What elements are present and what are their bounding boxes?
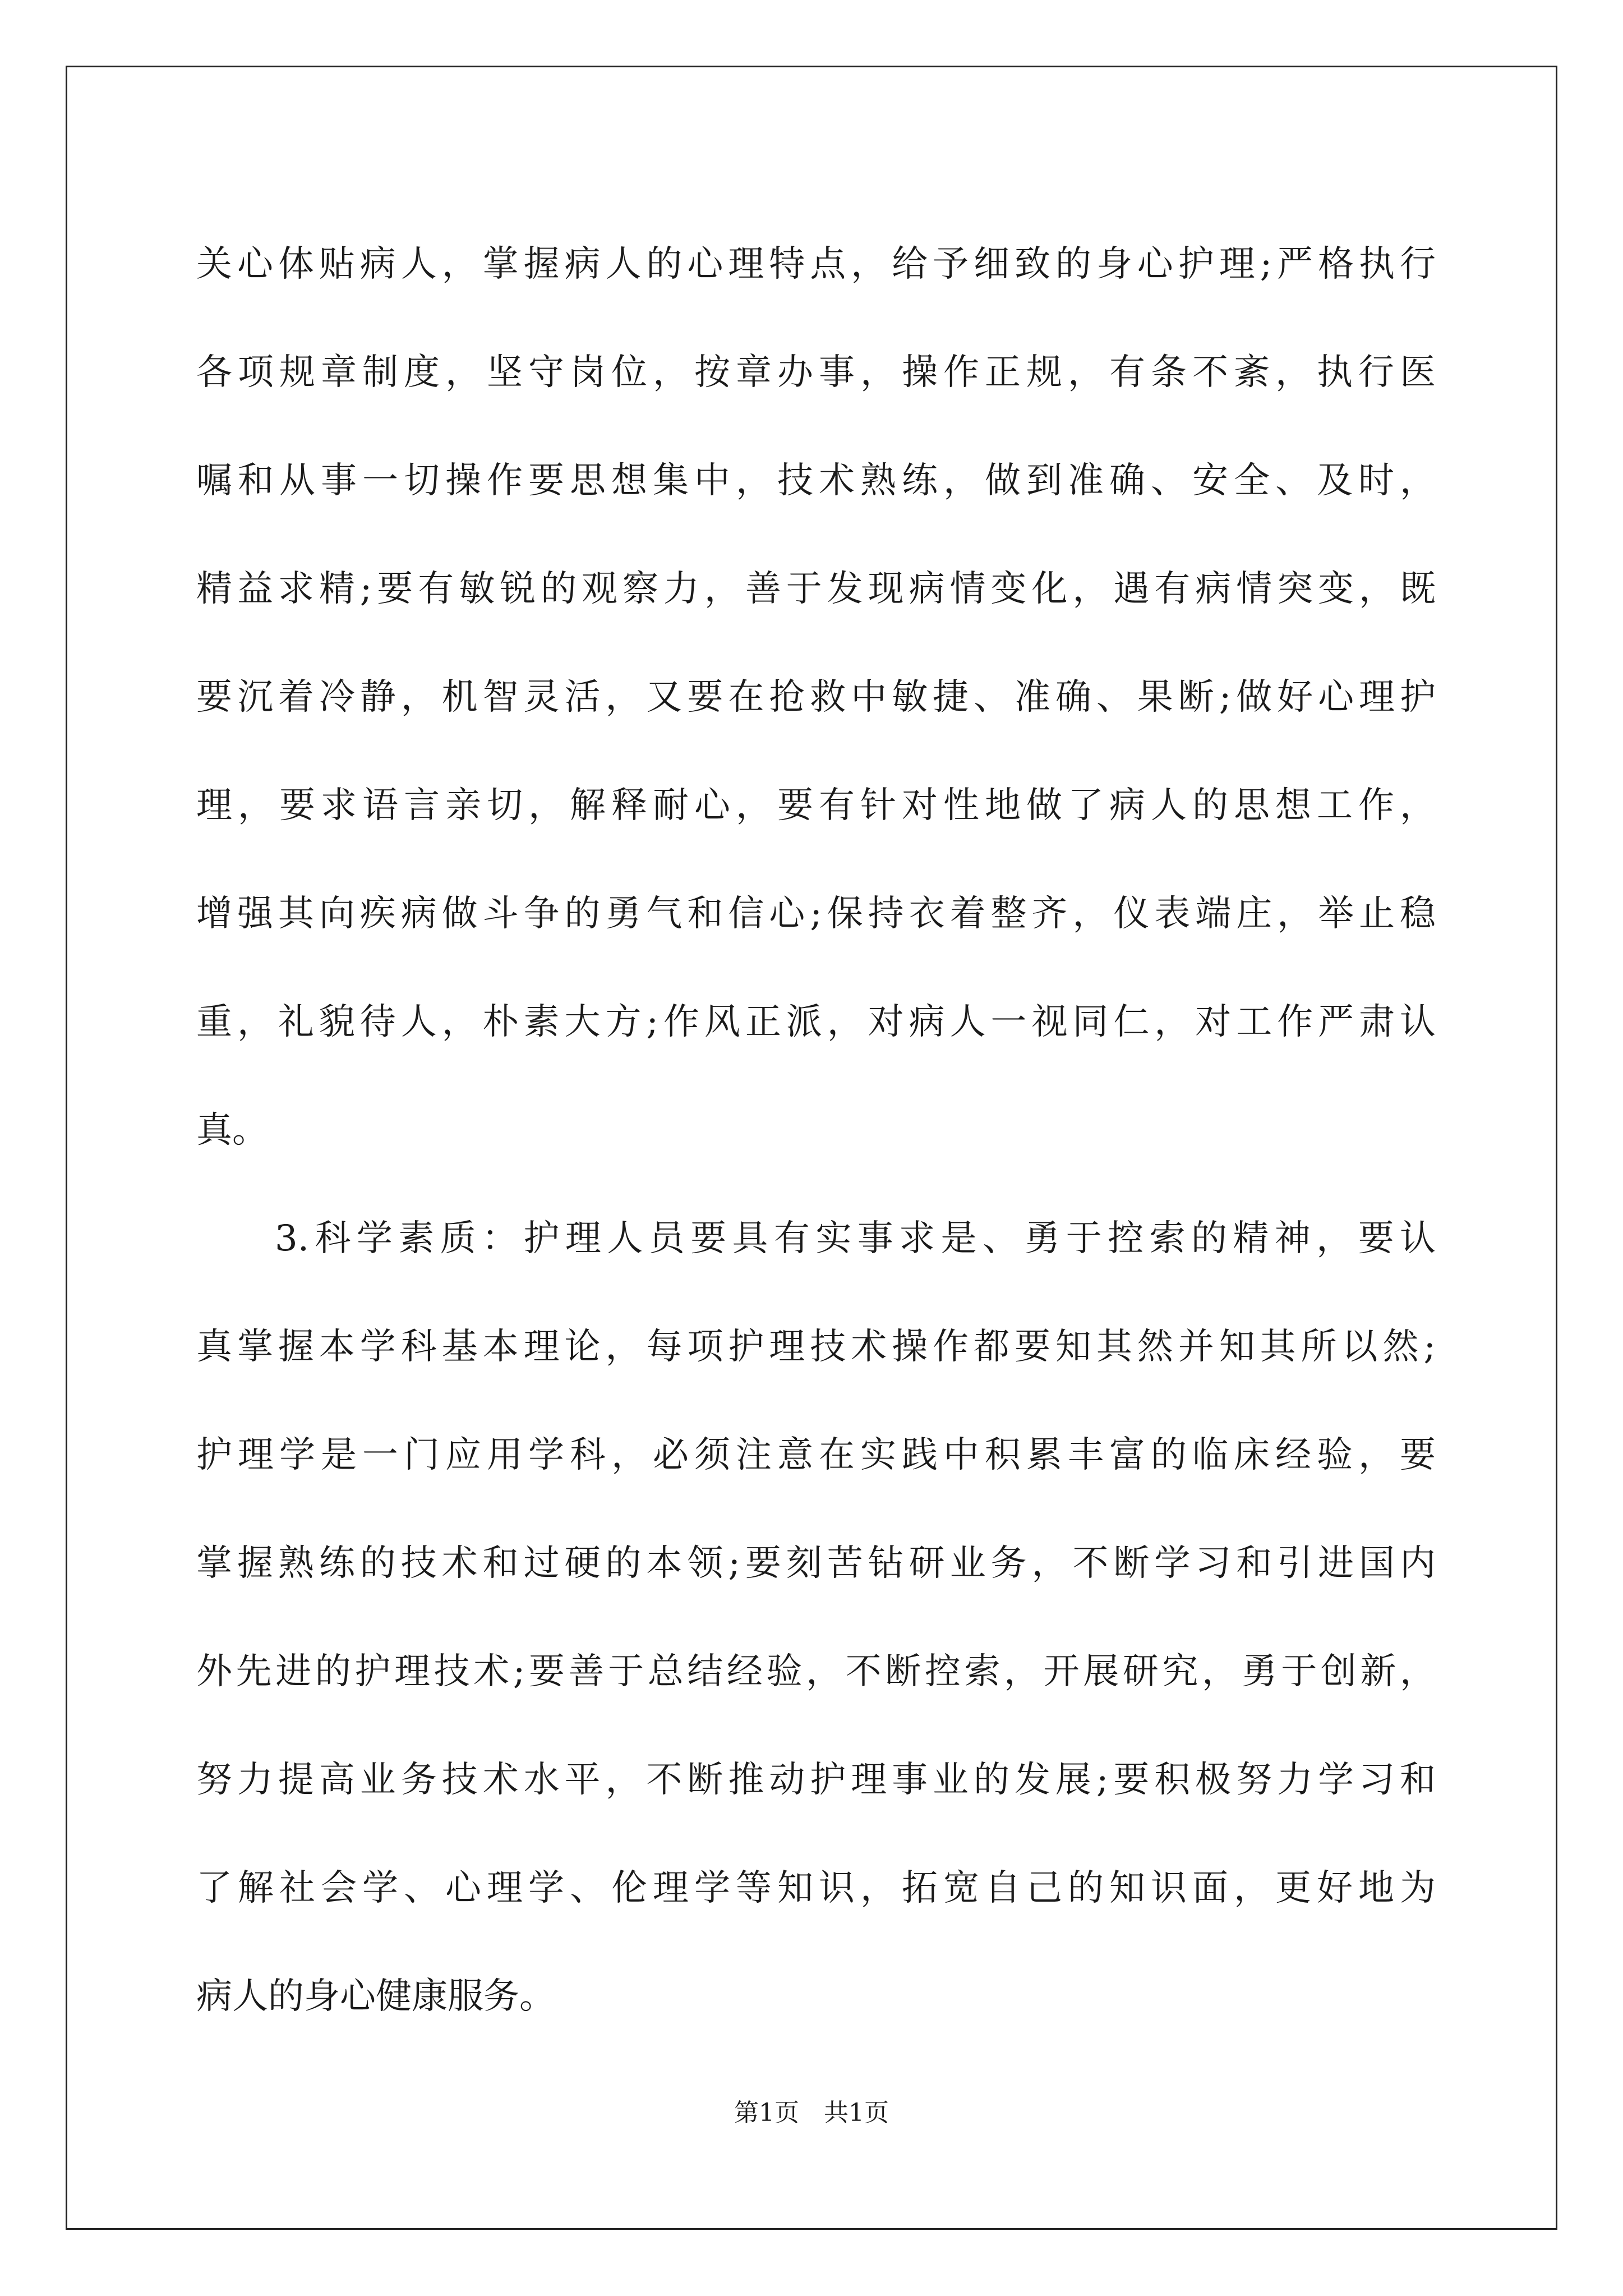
paragraph-1-line: 增强其向疾病做斗争的勇气和信心;保持衣着整齐，仪表端庄，举止稳 (196, 893, 1436, 935)
paragraph-1-line: 各项规章制度，坚守岗位，按章办事，操作正规，有条不紊，执行医 (196, 352, 1436, 393)
paragraph-2-line: 3.科学素质：护理人员要具有实事求是、勇于控索的精神，要认 (275, 1218, 1436, 1259)
page-number-footer: 第1页 共1页 (734, 2099, 889, 2127)
document-body (196, 210, 1436, 2051)
paragraph-2-line: 真掌握本学科基本理论，每项护理技术操作都要知其然并知其所以然; (196, 1326, 1436, 1368)
paragraph-2-line: 病人的身心健康服务。 (196, 1976, 555, 2017)
paragraph-1-line: 真。 (196, 1110, 268, 1151)
paragraph-2-line: 了解社会学、心理学、伦理学等知识，拓宽自己的知识面，更好地为 (196, 1867, 1436, 1909)
paragraph-1-line: 要沉着冷静，机智灵活，又要在抢救中敏捷、准确、果断;做好心理护 (196, 677, 1436, 718)
paragraph-2-line: 护理学是一门应用学科，必须注意在实践中积累丰富的临床经验，要 (196, 1434, 1436, 1476)
paragraph-1-line: 理，要求语言亲切，解释耐心，要有针对性地做了病人的思想工作， (196, 785, 1436, 826)
paragraph-1-line: 精益求精;要有敏锐的观察力，善于发现病情变化，遇有病情突变，既 (196, 568, 1436, 610)
paragraph-2-line: 努力提高业务技术水平，不断推动护理事业的发展;要积极努力学习和 (196, 1759, 1436, 1801)
paragraph-1-line: 关心体贴病人，掌握病人的心理特点，给予细致的身心护理;严格执行 (196, 243, 1436, 285)
paragraph-2-line: 外先进的护理技术;要善于总结经验，不断控索，开展研究，勇于创新， (196, 1651, 1436, 1692)
paragraph-1-line: 重，礼貌待人，朴素大方;作风正派，对病人一视同仁，对工作严肃认 (196, 1001, 1436, 1043)
paragraph-1-line: 嘱和从事一切操作要思想集中，技术熟练，做到准确、安全、及时， (196, 460, 1436, 501)
paragraph-2-line: 掌握熟练的技术和过硬的本领;要刻苦钻研业务，不断学习和引进国内 (196, 1543, 1436, 1584)
